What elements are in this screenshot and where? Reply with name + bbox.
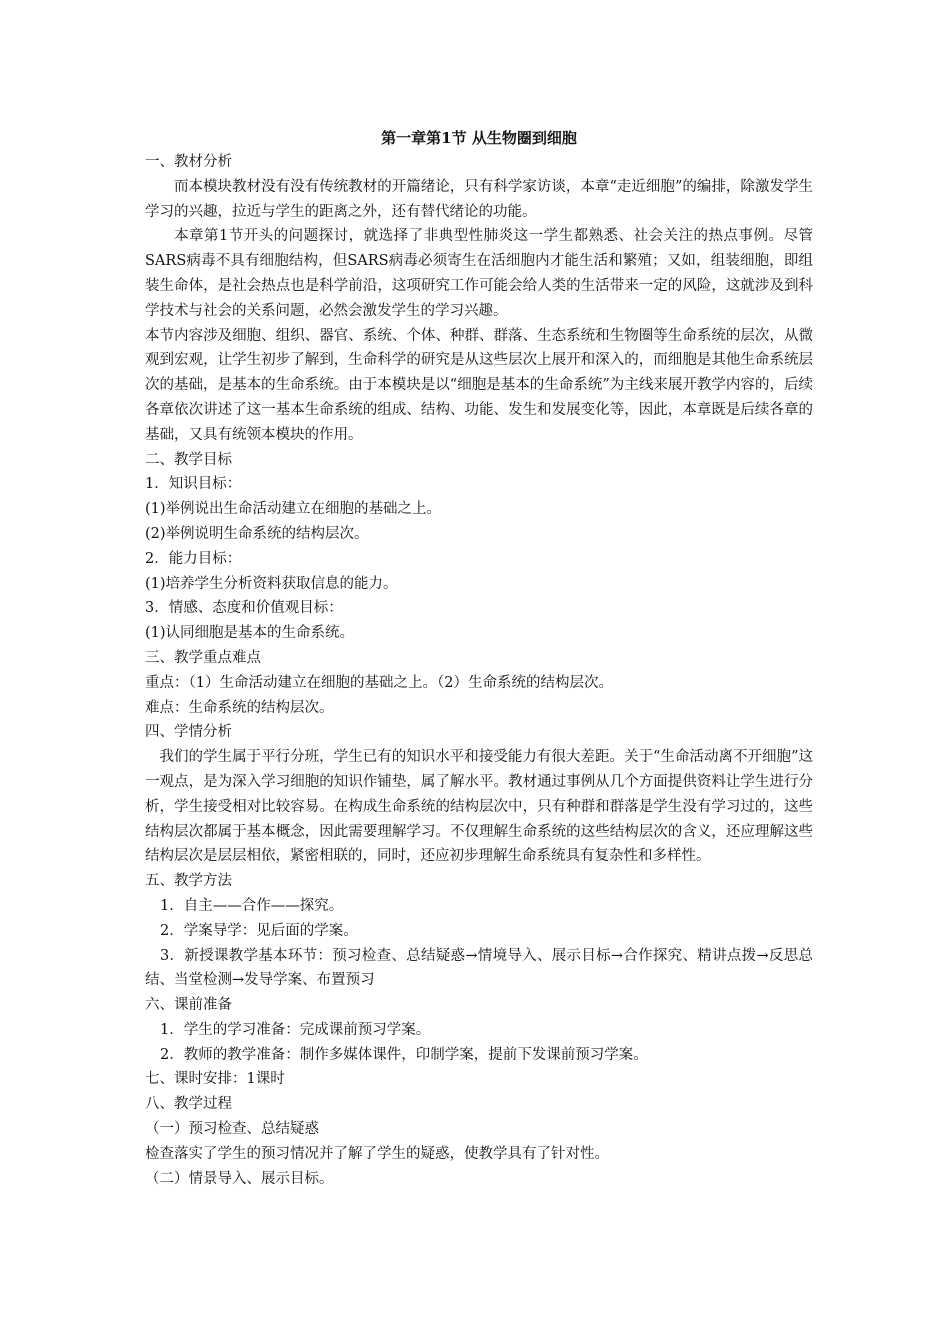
emotion-goal-heading: 3．情感、态度和价值观目标： xyxy=(145,600,343,617)
process-step-1-text: 检查落实了学生的预习情况并了解了学生的疑惑，使教学具有了针对性。 xyxy=(145,1145,609,1162)
section-heading-8: 八、教学过程 xyxy=(145,1096,232,1113)
document-title: 第一章第1节 从生物圈到细胞 xyxy=(381,129,577,147)
prep-1: 1．学生的学习准备：完成课前预习学案。 xyxy=(160,1021,431,1038)
section-heading-7: 七、课时安排：1课时 xyxy=(145,1071,285,1088)
ability-goal-1: (1)培养学生分析资料获取信息的能力。 xyxy=(145,575,398,592)
section-heading-1: 一、教材分析 xyxy=(145,154,232,170)
method-1: 1．自主——合作——探究。 xyxy=(160,897,344,914)
document-page xyxy=(145,126,813,1191)
knowledge-goal-1: (1)举例说出生命活动建立在细胞的基础之上。 xyxy=(145,501,442,518)
section-1-paragraph-3: 本节内容涉及细胞、组织、器官、系统、个体、种群、群落、生态系统和生物圈等生命系统的层次，从微观到宏观，让学生初步了解到，生命科学的研究是从这些层次上展开和深入的，而细胞是其他生命系统层次的基础，是基本的生命系统。由于本模块是以“细胞是基本的生命系统”为主线来展开教学内容的，后续各章依次讲述了这一基本生命系统的组成、结构、功能、发生和发展变化等，因此，本章既是后续各章的基础，又具有统领本模块的作用。 xyxy=(145,327,813,443)
knowledge-goal-2: (2)举例说明生命系统的结构层次。 xyxy=(145,525,369,542)
section-1-paragraph-2: 本章第1节开头的问题探讨，就选择了非典型性肺炎这一学生都熟悉、社会关注的热点事例。尽管SARS病毒不具有细胞结构，但SARS病毒必须寄生在活细胞内才能生活和繁殖；又如，组装细胞，即组装生命体，是社会热点也是科学前沿，这项研究工作可能会给人类的生活带来一定的风险，这就涉及到科学技术与社会的关系问题，必然会激发学生的学习兴趣。 xyxy=(145,228,813,319)
section-heading-2: 二、教学目标 xyxy=(145,451,232,468)
method-3: 3．新授课教学基本环节：预习检查、总结疑惑→情境导入、展示目标→合作探究、精讲点拨→反思总结、当堂检测→发导学案、布置预习 xyxy=(145,947,813,989)
prep-2: 2．教师的教学准备：制作多媒体课件，印制学案，提前下发课前预习学案。 xyxy=(160,1046,648,1063)
section-heading-4: 四、学情分析 xyxy=(145,724,232,741)
section-heading-3: 三、教学重点难点 xyxy=(145,649,261,666)
section-heading-5: 五、教学方法 xyxy=(145,873,232,890)
ability-goal-heading: 2．能力目标： xyxy=(145,550,242,567)
section-4-paragraph: 我们的学生属于平行分班，学生已有的知识水平和接受能力有很大差距。关于“生命活动离不开细胞”这一观点，是为深入学习细胞的知识作铺垫，属了解水平。教材通过事例从几个方面提供资料让学生进行分析，学生接受相对比较容易。在构成生命系统的结构层次中，只有种群和群落是学生没有学习过的，这些结构层次都属于基本概念，因此需要理解学习。不仅理解生命系统的这些结构层次的含义，还应理解这些结构层次是层层相依，紧密相联的，同时，还应初步理解生命系统具有复杂性和多样性。 xyxy=(145,749,813,865)
emotion-goal-1: (1)认同细胞是基本的生命系统。 xyxy=(145,625,355,642)
method-2: 2．学案导学：见后面的学案。 xyxy=(160,922,358,939)
process-step-1: （一）预习检查、总结疑惑 xyxy=(145,1121,319,1138)
section-1-paragraph-1: 而本模块教材没有没有传统教材的开篇绪论，只有科学家访谈，本章“走近细胞”的编排，除激发学生学习的兴趣，拉近与学生的距离之外，还有替代绪论的功能。 xyxy=(145,178,813,220)
section-heading-6: 六、课前准备 xyxy=(145,997,232,1014)
knowledge-goal-heading: 1．知识目标： xyxy=(145,476,242,493)
process-step-2: （二）情景导入、展示目标。 xyxy=(145,1170,334,1187)
key-points: 重点：（1）生命活动建立在细胞的基础之上。（2）生命系统的结构层次。 xyxy=(145,674,613,691)
difficult-points: 难点：生命系统的结构层次。 xyxy=(145,699,334,716)
